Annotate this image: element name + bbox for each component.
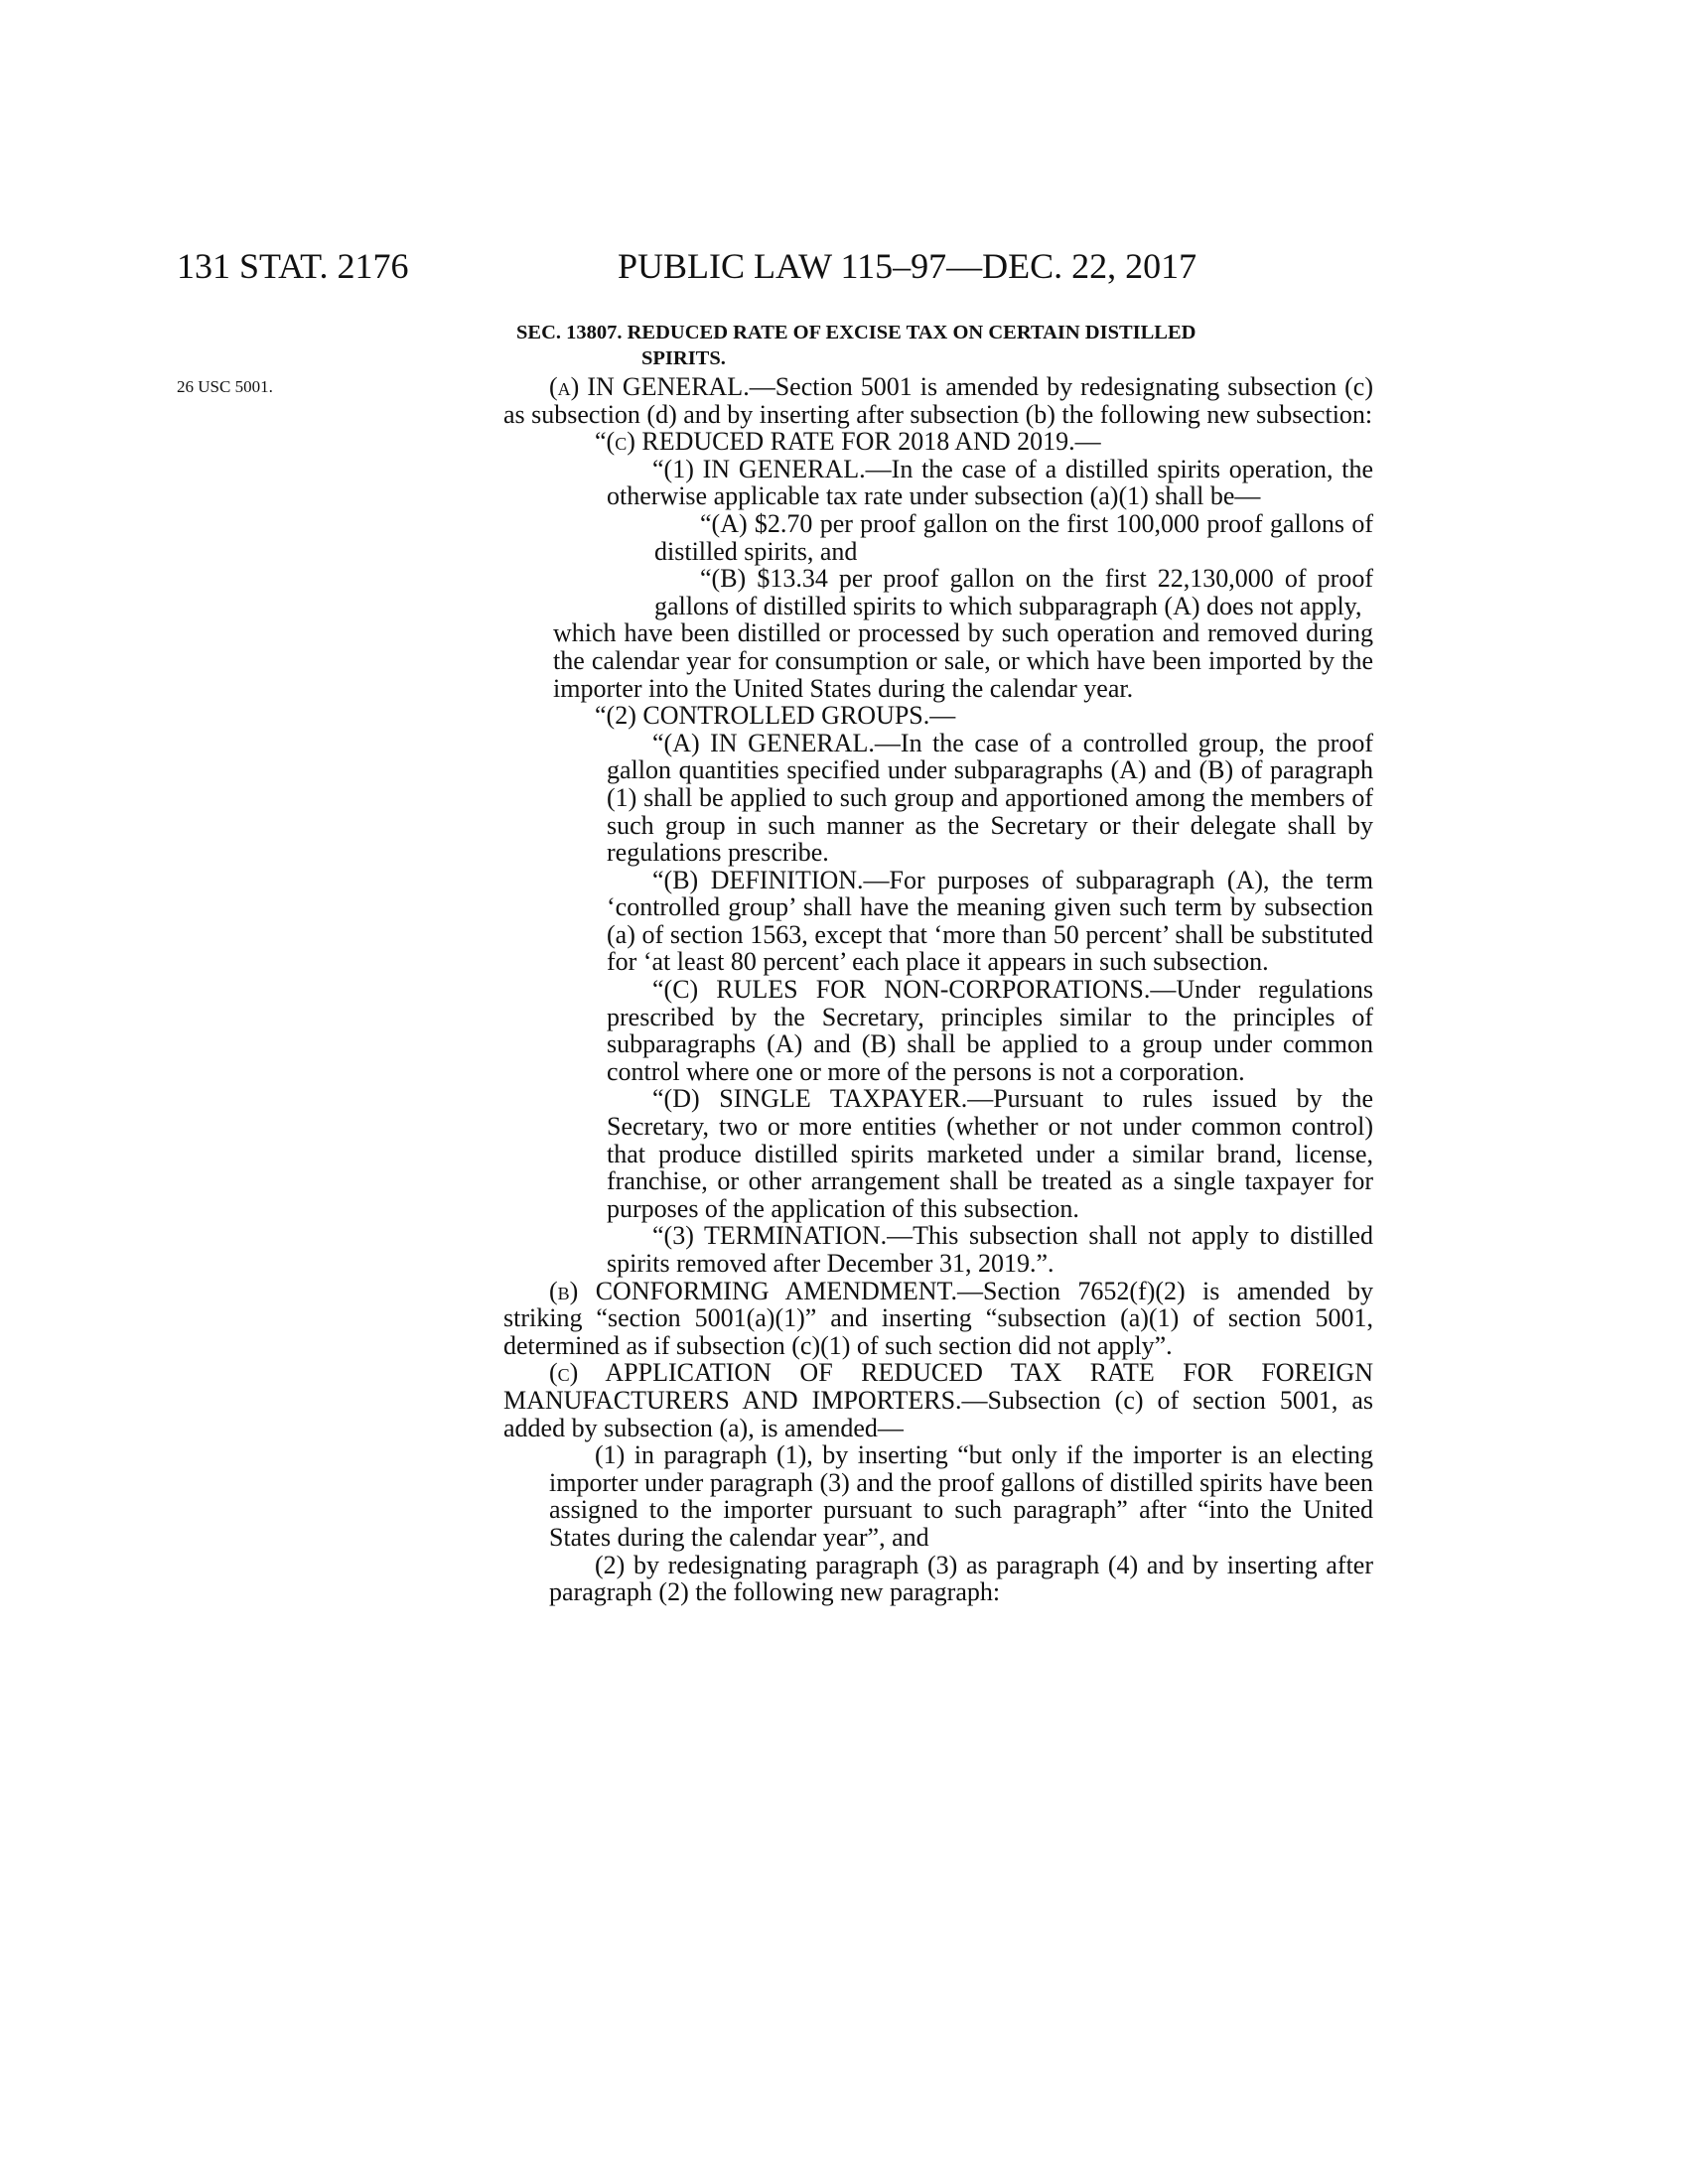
paragraph-c2-heading (503, 702, 1373, 730)
subparagraph-c2B (503, 867, 1373, 976)
subsection-c-heading-text: “(c) REDUCED RATE FOR 2018 AND 2019.— (595, 427, 1101, 457)
subparagraph-c1B: “(B) $13.34 per proof gallon on the first 22,130,000 of proof gallons of distilled spirits to which subparagraph (A) does not apply, (654, 564, 1373, 620)
subparagraph-c2C-heading: “(C) RULES FOR NON-CORPORATIONS. (652, 975, 1151, 1005)
amendment-item-2: (2) by redesignating paragraph (3) as paragraph (4) and by inserting after paragraph (2) the following new paragraph: (549, 1550, 1373, 1607)
paragraph-c3-heading: “(3) TERMINATION. (652, 1221, 888, 1251)
paragraph-a-heading: (a) IN GENERAL. (549, 372, 750, 401)
amendment-item-1: (1) in paragraph (1), by inserting “but only if the importer is an electing importer under paragraph (3) and the proof gallons of distilled spirits have been assigned to the importer pursuant to such paragraph” after “into the United States during the calendar year”, and (549, 1440, 1373, 1552)
section-title-line2: SPIRITS. (641, 347, 726, 369)
margin-citation: 26 USC 5001. (177, 377, 273, 396)
paragraph-a (503, 373, 1373, 428)
subparagraph-c2C-text: —Under regulations prescribed by the Secretary, principles similar to the principles of subparagraphs (A) and (B) shall be applied to a group under common control where one or more of the persons is not a corporation. (607, 975, 1373, 1086)
paragraph-c1 (503, 456, 1373, 510)
subsection-c-heading (503, 428, 1373, 456)
subparagraph-c1A: “(A) $2.70 per proof gallon on the first 100,000 proof gallons of distilled spirits, and (654, 508, 1373, 566)
section-title (516, 320, 1370, 371)
paragraph-c1-text: —In the case of a distilled spirits operation, the otherwise applicable tax rate under subsection (a)(1) shall be— (607, 454, 1373, 511)
paragraph-c-application-heading: (c) APPLICATION OF REDUCED TAX RATE FOR FOREIGN MANUFACTURERS AND IMPORTERS. (503, 1358, 1373, 1415)
paragraph-c3 (503, 1222, 1373, 1277)
section-title-line1: SEC. 13807. REDUCED RATE OF EXCISE TAX ON CERTAIN DISTILLED (516, 322, 1196, 343)
subparagraph-c2A (503, 730, 1373, 867)
paragraph-c1-tail: which have been distilled or processed by such operation and removed during the calendar year for consumption or sale, or which have been imported by the importer into the United States during the calendar year. (553, 618, 1373, 703)
subparagraph-c2D-heading: “(D) SINGLE TAXPAYER. (652, 1084, 968, 1114)
paragraph-b (503, 1278, 1373, 1360)
page-header-title: PUBLIC LAW 115–97—DEC. 22, 2017 (618, 246, 1197, 286)
paragraph-c-application (503, 1359, 1373, 1441)
paragraph-b-text: —Section 7652(f)(2) is amended by striking “section 5001(a)(1)” and inserting “subsection (a)(1) of section 5001, determined as if subsection (c)(1) of such section did not apply”. (503, 1276, 1374, 1360)
subparagraph-c2D-text: —Pursuant to rules issued by the Secretary, two or more entities (whether or not under common control) that produce distilled spirits marketed under a similar brand, license, franchise, or other arrangement shall be treated as a single taxpayer for purposes of the application of this subsection. (607, 1084, 1373, 1223)
paragraph-c1-heading: “(1) IN GENERAL. (652, 454, 866, 483)
subparagraph-c2D (503, 1085, 1373, 1222)
paragraph-c-application-text: —Subsection (c) of section 5001, as added by subsection (a), is amended— (503, 1385, 1373, 1442)
paragraph-c3-text: —This subsection shall not apply to distilled spirits removed after December 31, 2019.”. (607, 1221, 1373, 1278)
paragraph-c2-heading-text: “(2) CONTROLLED GROUPS.— (595, 701, 956, 731)
paragraph-b-heading: (b) CONFORMING AMENDMENT. (549, 1276, 958, 1305)
subparagraph-c2C (503, 976, 1373, 1085)
page-header-stat: 131 STAT. 2176 (177, 246, 409, 286)
section-body (503, 373, 1373, 1606)
subparagraph-c2B-text: —For purposes of subparagraph (A), the term ‘controlled group’ shall have the meaning given such term by subsection (a) of section 1563, except that ‘more than 50 percent’ shall be substituted for ‘at least 80 percent’ each place it appears in such subsection. (607, 865, 1373, 977)
subparagraph-c2B-heading: “(B) DEFINITION. (652, 865, 864, 894)
subparagraph-c2A-text: —In the case of a controlled group, the proof gallon quantities specified under subparagraphs (A) and (B) of paragraph (1) shall be applied to such group and apportioned among the members of such group in such manner as the Secretary or their delegate shall by regulations prescribe. (607, 728, 1373, 868)
paragraph-a-text: —Section 5001 is amended by redesignating subsection (c) as subsection (d) and by inserting after subsection (b) the following new subsection: (503, 372, 1373, 429)
subparagraph-c2A-heading: “(A) IN GENERAL. (652, 728, 875, 757)
